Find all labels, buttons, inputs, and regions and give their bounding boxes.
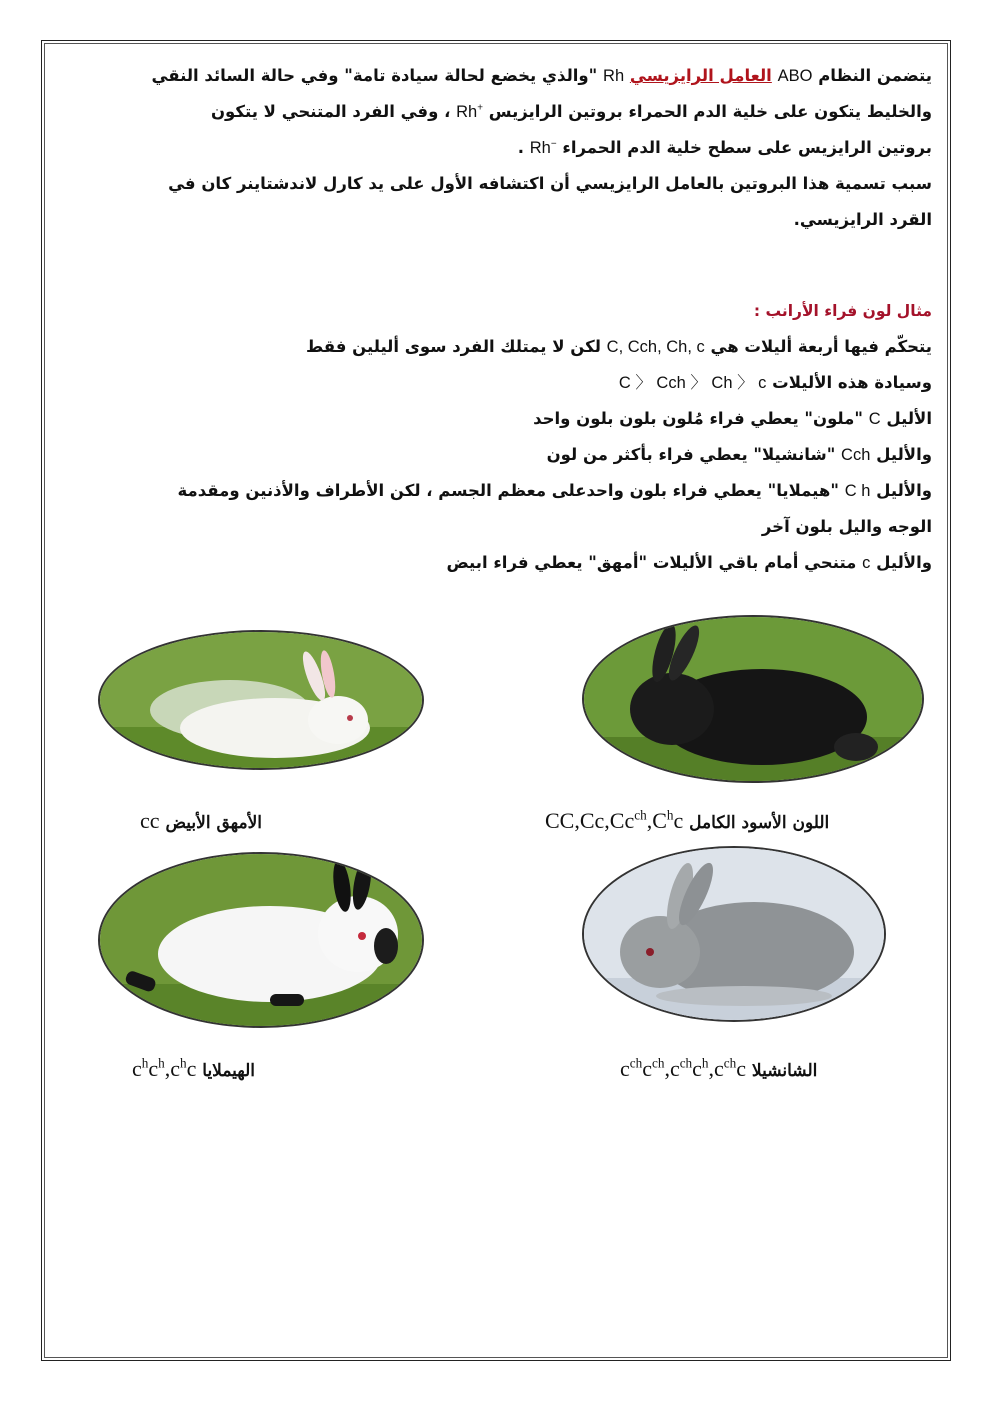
rh-line-5: القرد الرايزيسي. xyxy=(793,210,932,229)
rh-line-4: سبب تسمية هذا البروتين بالعامل الرايزيسي أن اكتشافه الأول على يد كارل لاندشتاينر كان في xyxy=(168,174,932,193)
himalayan-rabbit-photo xyxy=(98,852,424,1028)
allele-Ch-line-2: الوجه واليل بلون آخر xyxy=(761,517,932,536)
rh-paragraph xyxy=(60,58,932,238)
allele-Ch-line: والأليل C h "هيملايا" يعطي فراء بلون واحدعلى معظم الجسم ، لكن الأطراف والأذنين ومقدمة xyxy=(177,481,932,500)
chinchilla-caption: الشانشيلا $c^{ch}c^{ch},c^{ch}c^h,c^{ch}c$ xyxy=(620,1055,818,1081)
section-heading: مثال لون فراء الأرانب : xyxy=(753,302,932,320)
albino-caption: الأمهق الأبيض cc xyxy=(140,808,263,833)
dominance-line: وسيادة هذه الأليلات C 〉 Cch 〉 Ch 〉 c xyxy=(618,373,932,392)
alleles-line: يتحكّم فيها أربعة أليلات هي C, Cch, Ch, c لكن لا يمتلك الفرد سوى أليلين فقط xyxy=(306,337,932,356)
allele-c-line: والأليل c متنحي أمام باقي الأليلات "أمهق" يعطي فراء ابيض xyxy=(446,553,932,572)
rh-line-1: يتضمن النظام ABO العامل الرايزيسي Rh "والذي يخضع لحالة سيادة تامة" وفي حالة السائد النقي xyxy=(151,66,932,85)
chinchilla-rabbit-icon xyxy=(584,848,886,1022)
himalayan-rabbit-icon xyxy=(100,854,424,1028)
black-caption: اللون الأسود الكامل $CC,Cc,Cc^{ch},C^hc$ xyxy=(545,807,830,833)
rh-line-3: بروتين الرايزيس على سطح خلية الدم الحمراء Rh− . xyxy=(517,138,932,157)
allele-Cch-line: والأليل Cch "شانشيلا" يعطي فراء بأكثر من لون xyxy=(546,445,932,464)
allele-C-line: الأليل C "ملون" يعطي فراء مُلون بلون بلون واحد xyxy=(533,409,932,428)
rh-line-2: والخليط يتكون على خلية الدم الحمراء بروتين الرايزيس Rh+ ، وفي الفرد المتنحي لا يتكون xyxy=(210,102,932,121)
albino-rabbit-photo xyxy=(98,630,424,770)
fur-section xyxy=(60,293,932,581)
rh-factor-term: العامل الرايزيسي xyxy=(629,66,772,85)
chinchilla-rabbit-photo xyxy=(582,846,886,1022)
himalayan-caption: الهيملايا $c^hc^h,c^hc$ xyxy=(132,1055,256,1081)
black-rabbit-icon xyxy=(584,617,924,783)
black-rabbit-photo xyxy=(582,615,924,783)
albino-rabbit-icon xyxy=(100,632,424,770)
